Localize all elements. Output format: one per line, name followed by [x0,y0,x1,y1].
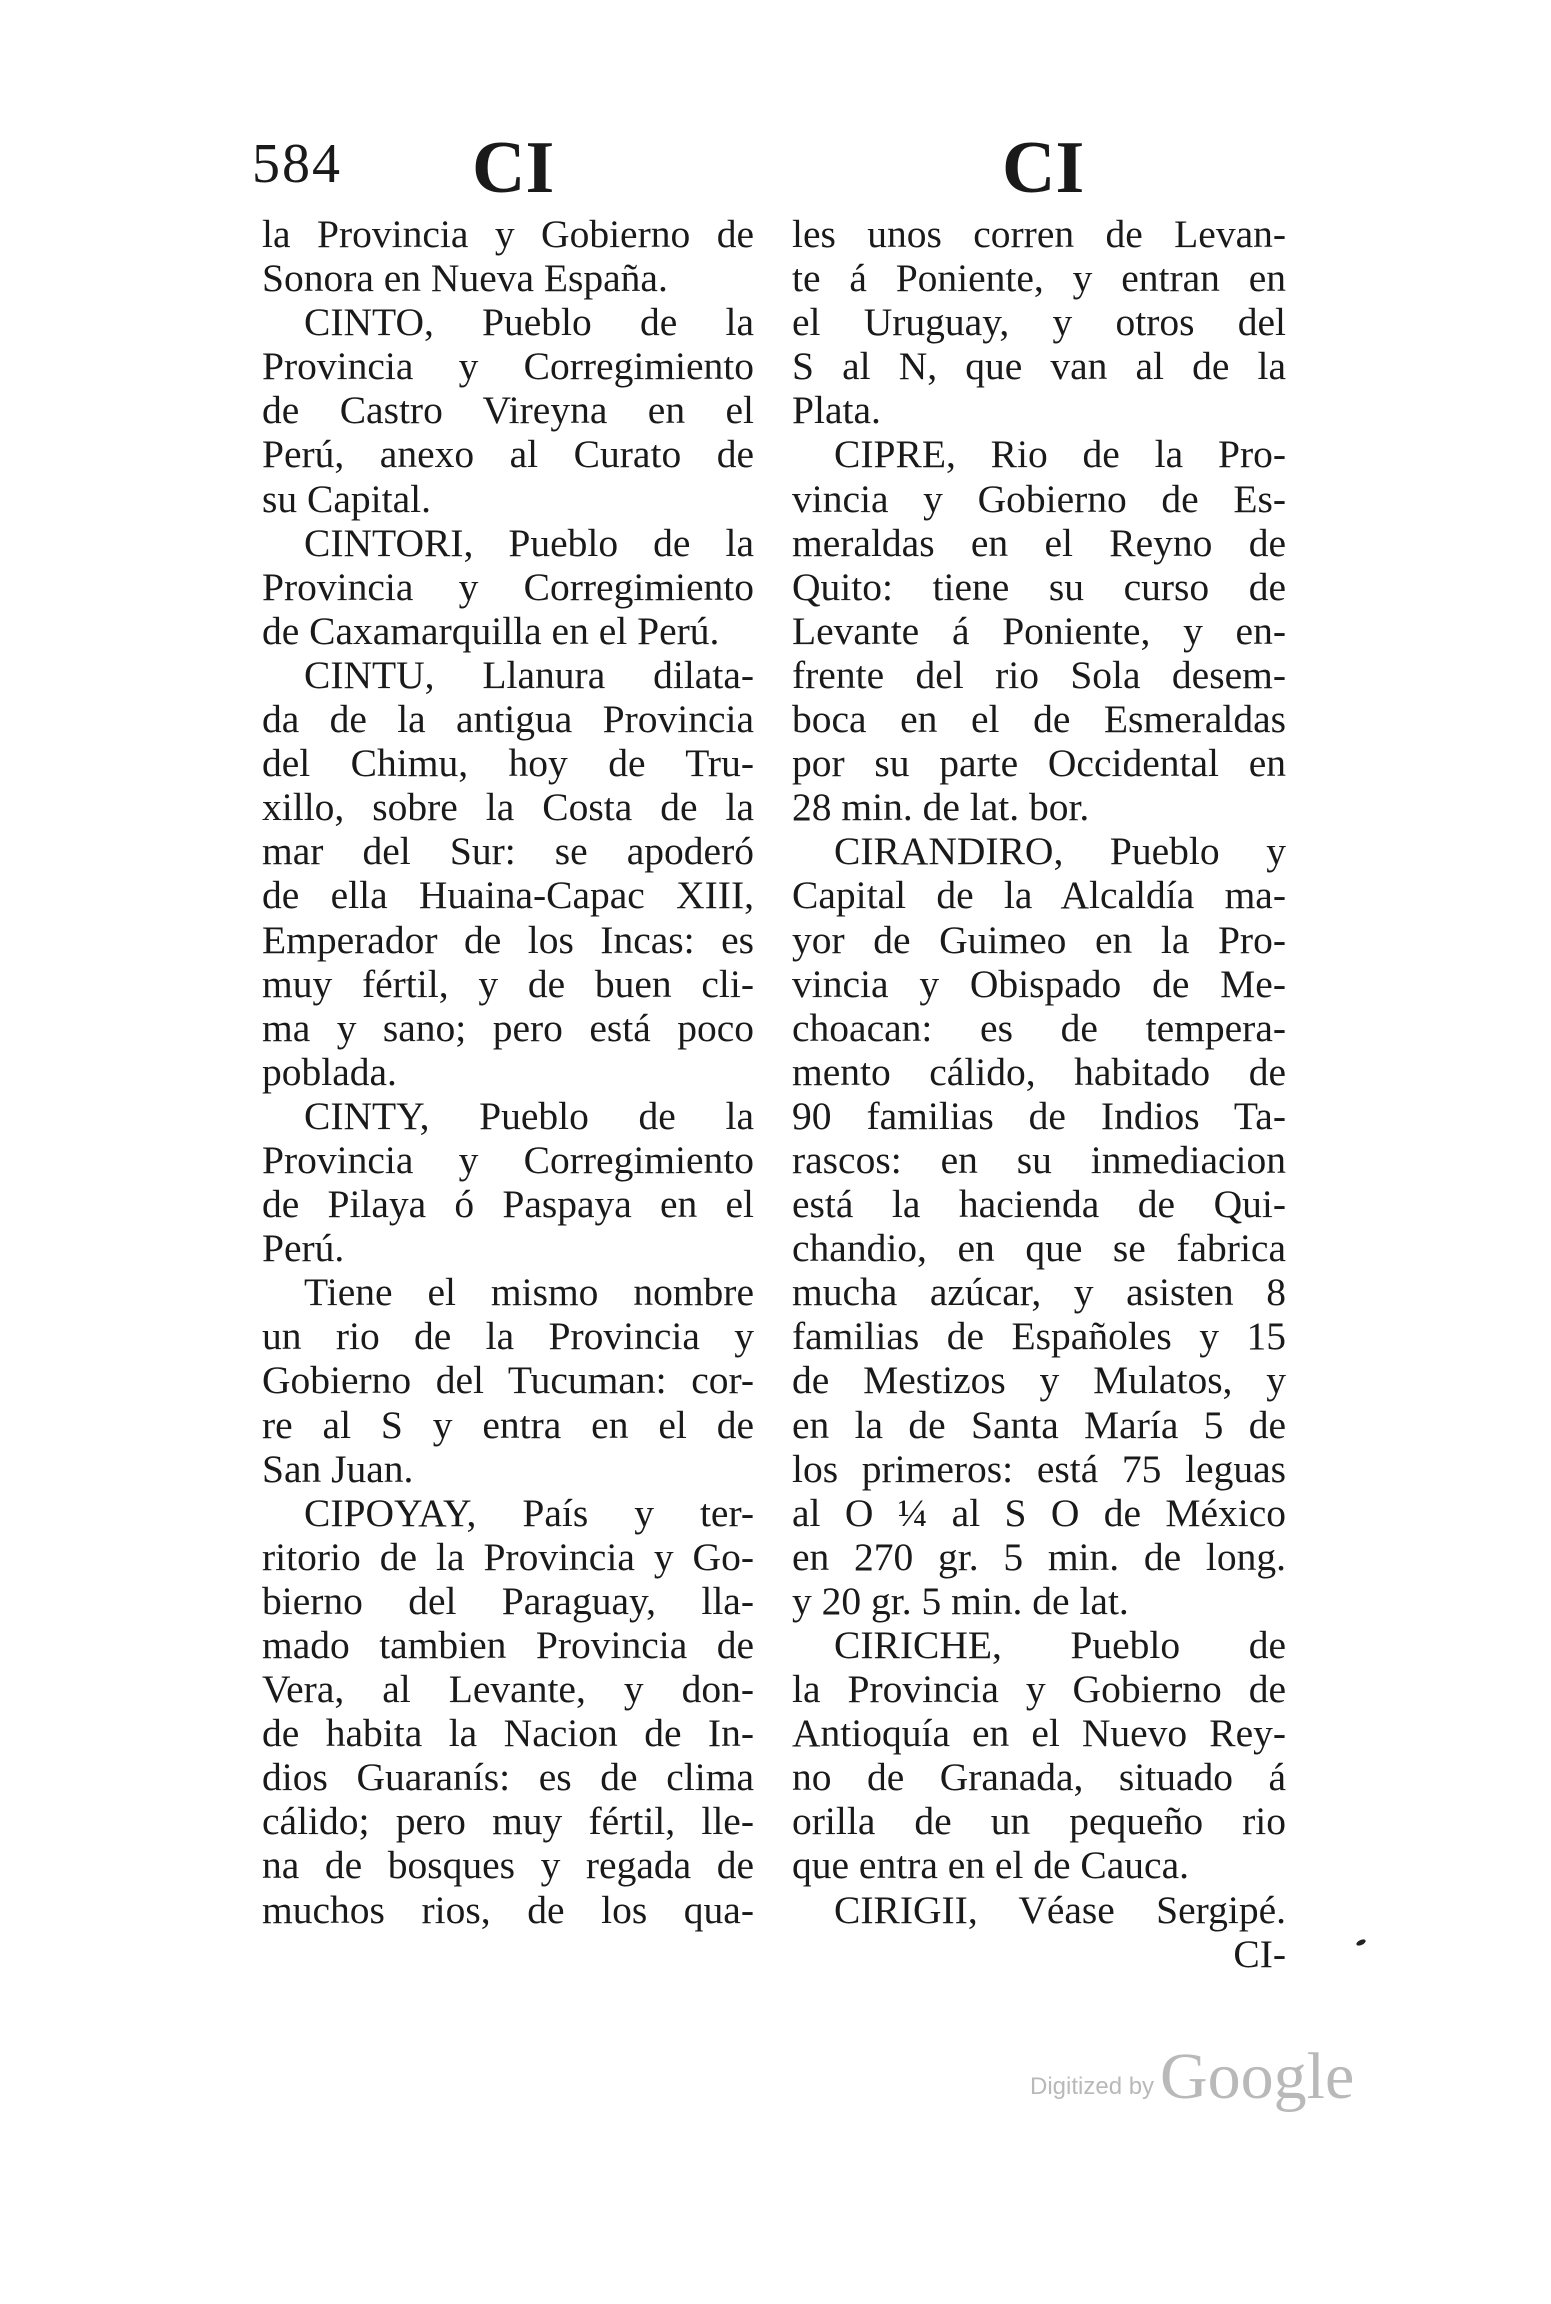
text-line: CIPOYAY, País y ter- [304,1490,754,1535]
text-line: da de la antigua Provincia [262,697,754,742]
text-line: del Chimu, hoy de Tru- [262,741,754,786]
text-line: familias de Españoles y 15 [792,1314,1286,1359]
text-line: Perú. [262,1226,345,1271]
text-line: mucha azúcar, y asisten 8 [792,1270,1286,1315]
text-line: ritorio de la Provincia y Go- [262,1534,754,1579]
text-line: CINTO, Pueblo de la [304,300,754,345]
text-line: rascos: en su inmediacion [792,1137,1286,1182]
text-line: el Uruguay, y otros del [792,300,1286,345]
text-line: Provincia y Corregimiento [262,1137,754,1182]
text-line: los primeros: está 75 leguas [792,1446,1286,1491]
text-line: un rio de la Provincia y [262,1314,754,1359]
text-line: por su parte Occidental en [792,741,1286,786]
text-line: 28 min. de lat. bor. [792,785,1090,830]
text-line: vincia y Gobierno de Es- [792,476,1286,521]
running-head-right: CI [1002,127,1085,209]
text-line: S al N, que van al de la [792,344,1286,389]
text-line: Sonora en Nueva España. [262,256,668,301]
text-line: de habita la Nacion de In- [262,1711,754,1756]
watermark-google-logo: Google [1160,2040,1355,2113]
text-line: 90 familias de Indios Ta- [792,1093,1286,1138]
text-line: poblada. [262,1049,397,1094]
text-line: vincia y Obispado de Me- [792,961,1286,1006]
text-line: San Juan. [262,1446,414,1491]
text-line: xillo, sobre la Costa de la [262,785,754,830]
text-line: Plata. [792,388,881,433]
text-line: bierno del Paraguay, lla- [262,1578,754,1623]
text-line: CIRIGII, Véase Sergipé. [834,1887,1286,1932]
page-number: 584 [252,133,342,195]
text-line: Provincia y Corregimiento [262,344,754,389]
text-line: CINTU, Llanura dilata- [304,652,754,697]
text-line: cálido; pero muy fértil, lle- [262,1799,754,1844]
digitized-watermark [1030,2040,1355,2115]
text-line: te á Poniente, y entran en [792,256,1286,301]
text-line: CIPRE, Rio de la Pro- [834,432,1286,477]
text-line: Provincia y Corregimiento [262,564,754,609]
text-line: Capital de la Alcaldía ma- [792,873,1286,918]
text-line: yor de Guimeo en la Pro- [792,917,1286,962]
text-line: de Castro Vireyna en el [262,388,754,433]
text-line: mar del Sur: se apoderó [262,829,754,874]
text-line: en 270 gr. 5 min. de long. [792,1534,1286,1579]
text-line: CI- [1233,1931,1286,1976]
text-line: Quito: tiene su curso de [792,564,1286,609]
text-line: CINTY, Pueblo de la [304,1093,754,1138]
text-line: les unos corren de Levan- [792,212,1286,256]
running-head-left: CI [472,127,555,209]
text-line: está la hacienda de Qui- [792,1182,1286,1227]
text-line: no de Granada, situado á [792,1755,1286,1800]
text-line: y 20 gr. 5 min. de lat. [792,1578,1129,1623]
text-line: Antioquía en el Nuevo Rey- [792,1711,1286,1756]
text-line: chandio, en que se fabrica [792,1226,1286,1271]
text-line: de Pilaya ó Paspaya en el [262,1182,754,1227]
text-line: ma y sano; pero está poco [262,1005,754,1050]
text-line: dios Guaranís: es de clima [262,1755,754,1800]
text-line: de Mestizos y Mulatos, y [792,1358,1286,1403]
text-line: de ella Huaina-Capac XIII, [262,873,754,918]
text-line: re al S y entra en el de [262,1402,754,1447]
right-column [792,212,1286,1976]
text-line: la Provincia y Gobierno de [262,212,754,256]
ink-speck [1355,1938,1366,1947]
text-line: muy fértil, y de buen cli- [262,961,754,1006]
text-line: choacan: es de tempera- [792,1005,1286,1050]
text-line: mado tambien Provincia de [262,1623,754,1667]
text-line: Vera, al Levante, y don- [262,1667,754,1712]
text-line: al O ¼ al S O de México [792,1490,1286,1535]
left-column [262,212,754,1932]
text-line: CIRICHE, Pueblo de [834,1623,1286,1667]
text-line: CIRANDIRO, Pueblo y [834,829,1286,874]
text-line: na de bosques y regada de [262,1843,754,1888]
text-line: frente del rio Sola desem- [792,652,1286,697]
running-header [0,127,1551,209]
text-line: su Capital. [262,476,431,521]
text-line: Perú, anexo al Curato de [262,432,754,477]
text-line: meraldas en el Reyno de [792,520,1286,565]
text-line: la Provincia y Gobierno de [792,1667,1286,1712]
text-line: Tiene el mismo nombre [304,1270,754,1315]
text-line: Levante á Poniente, y en- [792,608,1286,653]
watermark-digitized-text: Digitized by [1030,2073,1155,2100]
text-line: en la de Santa María 5 de [792,1402,1286,1447]
text-line: que entra en el de Cauca. [792,1843,1189,1888]
text-line: de Caxamarquilla en el Perú. [262,608,720,653]
text-line: muchos rios, de los qua- [262,1887,754,1932]
text-line: Gobierno del Tucuman: cor- [262,1358,754,1403]
text-line: CINTORI, Pueblo de la [304,520,754,565]
text-line: orilla de un pequeño rio [792,1799,1286,1844]
text-line: boca en el de Esmeraldas [792,697,1286,742]
text-line: mento cálido, habitado de [792,1049,1286,1094]
text-line: Emperador de los Incas: es [262,917,754,962]
